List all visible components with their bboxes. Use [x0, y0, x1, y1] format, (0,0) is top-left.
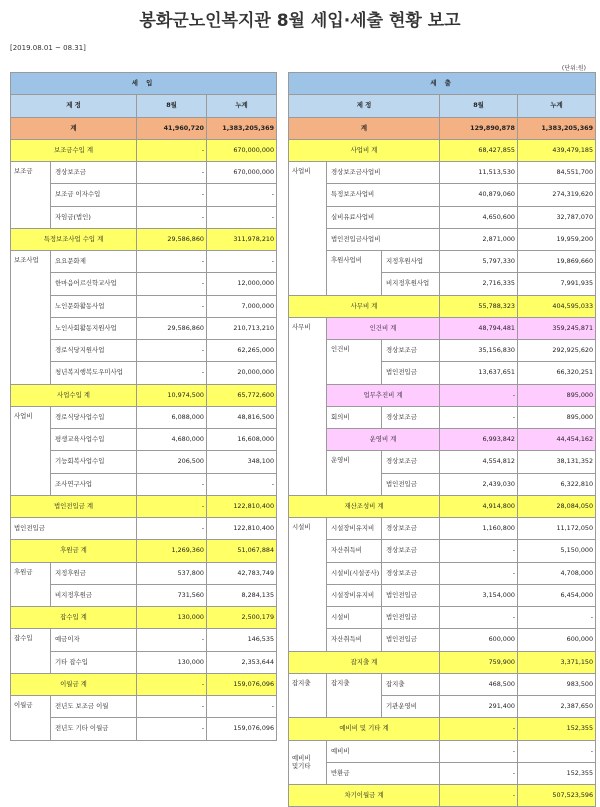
expense-row — [289, 607, 596, 629]
income-row — [11, 651, 277, 673]
row-month: 130,000 — [137, 651, 207, 673]
row-month: - — [137, 251, 207, 273]
income-row — [11, 340, 277, 362]
row-label: 후원금 계 — [11, 540, 137, 562]
row-cumulative: 348,100 — [207, 451, 277, 473]
row-cumulative: 51,067,884 — [207, 540, 277, 562]
row-month: 6,993,842 — [440, 429, 518, 451]
row-cumulative: 20,000,000 — [207, 362, 277, 384]
row-cumulative: 11,172,050 — [518, 518, 596, 540]
expense-subtotal-row — [289, 139, 596, 161]
row-item: 평생교육사업수입 — [51, 429, 137, 451]
income-row — [11, 184, 277, 206]
row-label: 계 — [11, 117, 137, 139]
row-cumulative: 7,991,935 — [518, 273, 596, 295]
row-item: 회의비 — [327, 406, 382, 428]
expense-row — [289, 540, 596, 562]
row-month: 2,439,030 — [440, 473, 518, 495]
row-cumulative: 66,320,251 — [518, 362, 596, 384]
expense-row — [289, 184, 596, 206]
row-item: 노인문화활동사업 — [51, 295, 137, 317]
row-month: - — [137, 495, 207, 517]
row-cumulative: 152,355 — [518, 718, 596, 740]
row-cumulative: 359,245,871 — [518, 317, 596, 339]
row-cumulative: 8,284,135 — [207, 584, 277, 606]
row-subitem: 지정후원사업 — [382, 251, 440, 273]
row-cumulative: 311,978,210 — [207, 228, 277, 250]
row-cumulative: 44,454,162 — [518, 429, 596, 451]
row-month: - — [440, 785, 518, 807]
expense-total-row — [289, 117, 596, 139]
row-month: - — [137, 718, 207, 740]
row-month: - — [440, 740, 518, 762]
row-cumulative: 42,783,749 — [207, 562, 277, 584]
row-month: 2,871,000 — [440, 228, 518, 250]
row-month: 2,716,335 — [440, 273, 518, 295]
row-category: 사업비 — [11, 406, 51, 495]
income-subtotal-row — [11, 384, 277, 406]
row-category: 보조사업 — [11, 251, 51, 385]
row-label: 예비비 및 기타 계 — [289, 718, 440, 740]
row-cumulative: 4,708,000 — [518, 562, 596, 584]
row-month: 40,879,060 — [440, 184, 518, 206]
row-cumulative: 19,869,660 — [518, 251, 596, 273]
row-item: 후원사업비 — [327, 251, 382, 296]
row-cumulative: 2,387,650 — [518, 696, 596, 718]
col-month: 8월 — [137, 95, 207, 117]
row-label: 법인전입금 계 — [11, 495, 137, 517]
row-cumulative: 292,925,620 — [518, 340, 596, 362]
income-subtotal-row — [11, 495, 277, 517]
row-month: 13,637,651 — [440, 362, 518, 384]
expense-row — [289, 206, 596, 228]
row-month: 5,797,330 — [440, 251, 518, 273]
row-subitem: 경상보조금 — [382, 451, 440, 473]
row-item: 경상보조금 — [51, 162, 137, 184]
row-month: 29,586,860 — [137, 228, 207, 250]
row-month: - — [440, 562, 518, 584]
expense-subtotal-row — [289, 785, 596, 807]
expense-row — [289, 673, 596, 695]
row-item: 노인사회활동지원사업 — [51, 317, 137, 339]
income-row — [11, 429, 277, 451]
expense-group-row — [289, 317, 596, 339]
expense-table — [288, 72, 596, 807]
row-month: 3,154,000 — [440, 584, 518, 606]
row-item: 시설비(시설공사) — [327, 562, 382, 584]
row-label: 특정보조사업 수입 계 — [11, 228, 137, 250]
row-item: 예금이자 — [51, 629, 137, 651]
row-month: 11,513,530 — [440, 162, 518, 184]
income-row — [11, 718, 277, 740]
income-subtotal-row — [11, 540, 277, 562]
income-subtotal-row — [11, 607, 277, 629]
row-cumulative: 983,500 — [518, 673, 596, 695]
row-category: 시설비 — [289, 518, 327, 652]
row-category: 예비비 및기타 — [289, 740, 327, 785]
row-month: - — [137, 518, 207, 540]
row-cumulative: 439,479,185 — [518, 139, 596, 161]
income-row — [11, 162, 277, 184]
row-item: 경상보조금사업비 — [327, 162, 440, 184]
row-item: 기능회복사업수입 — [51, 451, 137, 473]
row-cumulative: 1,383,205,369 — [207, 117, 277, 139]
row-month: 4,914,800 — [440, 495, 518, 517]
row-cumulative: 5,150,000 — [518, 540, 596, 562]
row-month: 35,156,830 — [440, 340, 518, 362]
row-category: 잡지출 — [289, 673, 327, 718]
income-section-header — [11, 73, 277, 95]
expense-row — [289, 762, 596, 784]
row-item: 보조금 이자수입 — [51, 184, 137, 206]
row-cumulative: 84,551,700 — [518, 162, 596, 184]
expense-row — [289, 562, 596, 584]
row-cumulative: 6,454,000 — [518, 584, 596, 606]
row-cumulative: 159,076,096 — [207, 673, 277, 695]
expense-row — [289, 406, 596, 428]
row-month: - — [137, 273, 207, 295]
expense-subtotal-row — [289, 295, 596, 317]
expense-group-row — [289, 429, 596, 451]
row-cumulative: 48,816,500 — [207, 406, 277, 428]
expense-row — [289, 162, 596, 184]
row-subitem: 경상보조금 — [382, 518, 440, 540]
row-item: 인건비 — [327, 340, 382, 385]
row-item: 시설비 — [327, 607, 382, 629]
income-row — [11, 406, 277, 428]
row-subitem: 법인전입금 — [382, 607, 440, 629]
row-item: 전년도 보조금 이월 — [51, 696, 137, 718]
row-month: 4,650,600 — [440, 206, 518, 228]
col-cumulative: 누계 — [518, 95, 596, 117]
row-subitem: 법인전입금 — [382, 362, 440, 384]
row-label: 사무비 계 — [289, 295, 440, 317]
expense-row — [289, 740, 596, 762]
row-month: 29,586,860 — [137, 317, 207, 339]
row-subitem: 경상보조금 — [382, 562, 440, 584]
row-month: - — [440, 540, 518, 562]
row-cumulative: 895,000 — [518, 384, 596, 406]
row-month: - — [137, 473, 207, 495]
row-subitem: 경상보조금 — [382, 340, 440, 362]
row-label: 업무추진비 계 — [327, 384, 440, 406]
row-label: 이월금 계 — [11, 673, 137, 695]
row-category: 잡수입 — [11, 629, 51, 674]
income-row — [11, 473, 277, 495]
row-label: 잡수입 계 — [11, 607, 137, 629]
row-cumulative: - — [207, 696, 277, 718]
row-month: 68,427,855 — [440, 139, 518, 161]
row-category: 사업비 — [289, 162, 327, 296]
row-cumulative: 404,595,033 — [518, 295, 596, 317]
col-account: 제 정 — [289, 95, 440, 117]
row-label: 계 — [289, 117, 440, 139]
row-cumulative: 16,608,000 — [207, 429, 277, 451]
row-month: - — [440, 384, 518, 406]
row-cumulative: 670,000,000 — [207, 139, 277, 161]
row-subitem: 경상보조금 — [382, 540, 440, 562]
row-subitem: 법인전입금 — [382, 584, 440, 606]
row-month: 130,000 — [137, 607, 207, 629]
row-month: - — [440, 718, 518, 740]
expense-row — [289, 451, 596, 473]
row-subitem: 비지정후원사업 — [382, 273, 440, 295]
unit-label: (단위:원) — [561, 65, 586, 72]
income-section-title: 세 입 — [11, 73, 277, 95]
row-category: 사무비 — [289, 317, 327, 495]
row-cumulative: 146,535 — [207, 629, 277, 651]
row-category: 이월금 — [11, 696, 51, 741]
income-row — [11, 251, 277, 273]
row-item: 자산취득비 — [327, 540, 382, 562]
row-cumulative: - — [207, 206, 277, 228]
income-subtotal-row — [11, 139, 277, 161]
row-month: - — [440, 607, 518, 629]
row-item: 반환금 — [327, 762, 440, 784]
row-cumulative: 19,959,200 — [518, 228, 596, 250]
row-cumulative: 600,000 — [518, 629, 596, 651]
row-month: 4,554,812 — [440, 451, 518, 473]
row-cumulative: 28,084,050 — [518, 495, 596, 517]
row-item: 시설장비유지비 — [327, 584, 382, 606]
row-cumulative: 670,000,000 — [207, 162, 277, 184]
row-item: 잡지출 — [327, 673, 382, 718]
row-cumulative: 2,353,644 — [207, 651, 277, 673]
row-month: 41,960,720 — [137, 117, 207, 139]
row-category: 보조금 — [11, 162, 51, 229]
income-row — [11, 696, 277, 718]
row-item: 청년복지행복도우미사업 — [51, 362, 137, 384]
row-month: - — [137, 362, 207, 384]
col-month: 8월 — [440, 95, 518, 117]
income-column-header — [11, 95, 277, 117]
row-month: - — [137, 295, 207, 317]
income-table — [10, 72, 277, 741]
row-cumulative: 12,000,000 — [207, 273, 277, 295]
row-item: 예비비 — [327, 740, 440, 762]
row-month: - — [137, 162, 207, 184]
row-cumulative: - — [207, 473, 277, 495]
row-category: 후원금 — [11, 562, 51, 607]
income-row — [11, 584, 277, 606]
row-item: 시설장비유지비 — [327, 518, 382, 540]
expense-row — [289, 251, 596, 273]
row-month: 600,000 — [440, 629, 518, 651]
row-cumulative: 6,322,810 — [518, 473, 596, 495]
row-month: 291,400 — [440, 696, 518, 718]
row-label: 차기이월금 계 — [289, 785, 440, 807]
row-cumulative: 1,383,205,369 — [518, 117, 596, 139]
income-row — [11, 518, 277, 540]
row-subitem: 법인전입금 — [382, 629, 440, 651]
row-cumulative: 152,355 — [518, 762, 596, 784]
expense-section-header — [289, 73, 596, 95]
row-cumulative: 122,810,400 — [207, 518, 277, 540]
row-cumulative: - — [207, 184, 277, 206]
row-item: 운영비 — [327, 451, 382, 496]
row-category: 법인전입금 — [11, 518, 137, 540]
row-item: 요요문화제 — [51, 251, 137, 273]
row-month: - — [440, 406, 518, 428]
row-cumulative: 38,131,352 — [518, 451, 596, 473]
expense-subtotal-row — [289, 718, 596, 740]
expense-row — [289, 584, 596, 606]
row-cumulative: 159,076,096 — [207, 718, 277, 740]
row-label: 재산조성비 계 — [289, 495, 440, 517]
row-month: 6,088,000 — [137, 406, 207, 428]
income-row — [11, 206, 277, 228]
row-month: 10,974,500 — [137, 384, 207, 406]
row-cumulative: 895,000 — [518, 406, 596, 428]
row-subitem: 경상보조금 — [382, 406, 440, 428]
row-month: - — [440, 762, 518, 784]
expense-column-header — [289, 95, 596, 117]
row-item: 비지정후원금 — [51, 584, 137, 606]
row-month: - — [137, 340, 207, 362]
row-item: 한마음어르신학교사업 — [51, 273, 137, 295]
row-item: 기타 잡수입 — [51, 651, 137, 673]
income-row — [11, 562, 277, 584]
income-row — [11, 451, 277, 473]
row-month: 759,900 — [440, 651, 518, 673]
row-month: - — [137, 184, 207, 206]
row-month: - — [137, 206, 207, 228]
row-month: - — [137, 673, 207, 695]
report-period: [2019.08.01 ~ 08.31] — [10, 44, 86, 52]
income-row — [11, 273, 277, 295]
expense-subtotal-row — [289, 651, 596, 673]
row-month: 537,800 — [137, 562, 207, 584]
row-item: 지정후원금 — [51, 562, 137, 584]
row-cumulative: 62,265,000 — [207, 340, 277, 362]
expense-subtotal-row — [289, 495, 596, 517]
row-month: 55,788,323 — [440, 295, 518, 317]
row-cumulative: - — [518, 607, 596, 629]
row-month: 468,500 — [440, 673, 518, 695]
row-item: 자산취득비 — [327, 629, 382, 651]
row-cumulative: 274,319,620 — [518, 184, 596, 206]
row-cumulative: 32,787,070 — [518, 206, 596, 228]
row-label: 인건비 계 — [327, 317, 440, 339]
row-month: 731,560 — [137, 584, 207, 606]
row-month: 206,500 — [137, 451, 207, 473]
income-row — [11, 295, 277, 317]
row-month: - — [137, 139, 207, 161]
row-item: 특정보조사업비 — [327, 184, 440, 206]
row-cumulative: 3,371,150 — [518, 651, 596, 673]
row-cumulative: - — [207, 251, 277, 273]
row-label: 사업비 계 — [289, 139, 440, 161]
row-item: 경로식당사업수입 — [51, 406, 137, 428]
row-cumulative: 210,713,210 — [207, 317, 277, 339]
row-item: 전년도 기타 이월금 — [51, 718, 137, 740]
row-month: 48,794,481 — [440, 317, 518, 339]
row-label: 보조금수입 계 — [11, 139, 137, 161]
row-month: 4,680,000 — [137, 429, 207, 451]
col-cumulative: 누계 — [207, 95, 277, 117]
row-subitem: 기관운영비 — [382, 696, 440, 718]
page-title: 봉화군노인복지관 8월 세입·세출 현황 보고 — [139, 11, 461, 31]
row-month: - — [137, 629, 207, 651]
row-subitem: 법인전입금 — [382, 473, 440, 495]
expense-row — [289, 629, 596, 651]
row-label: 운영비 계 — [327, 429, 440, 451]
expense-row — [289, 340, 596, 362]
income-subtotal-row — [11, 673, 277, 695]
row-cumulative: 507,523,596 — [518, 785, 596, 807]
row-item: 실비유료사업비 — [327, 206, 440, 228]
row-cumulative: 7,000,000 — [207, 295, 277, 317]
expense-section-title: 세 출 — [289, 73, 596, 95]
row-label: 잡지출 계 — [289, 651, 440, 673]
col-account: 제 정 — [11, 95, 137, 117]
row-cumulative: 2,500,179 — [207, 607, 277, 629]
row-cumulative: 65,772,600 — [207, 384, 277, 406]
expense-group-row — [289, 384, 596, 406]
income-row — [11, 629, 277, 651]
income-total-row — [11, 117, 277, 139]
row-item: 조사연구사업 — [51, 473, 137, 495]
row-cumulative: - — [518, 740, 596, 762]
row-month: 129,890,878 — [440, 117, 518, 139]
row-month: 1,160,800 — [440, 518, 518, 540]
row-subitem: 잡지출 — [382, 673, 440, 695]
row-month: - — [137, 696, 207, 718]
row-label: 사업수입 계 — [11, 384, 137, 406]
row-month: 1,269,360 — [137, 540, 207, 562]
income-row — [11, 317, 277, 339]
row-item: 자임금(법인) — [51, 206, 137, 228]
expense-row — [289, 228, 596, 250]
row-cumulative: 122,810,400 — [207, 495, 277, 517]
row-item: 경로식당지원사업 — [51, 340, 137, 362]
expense-row — [289, 518, 596, 540]
income-row — [11, 362, 277, 384]
income-subtotal-row — [11, 228, 277, 250]
row-item: 법인전입금사업비 — [327, 228, 440, 250]
